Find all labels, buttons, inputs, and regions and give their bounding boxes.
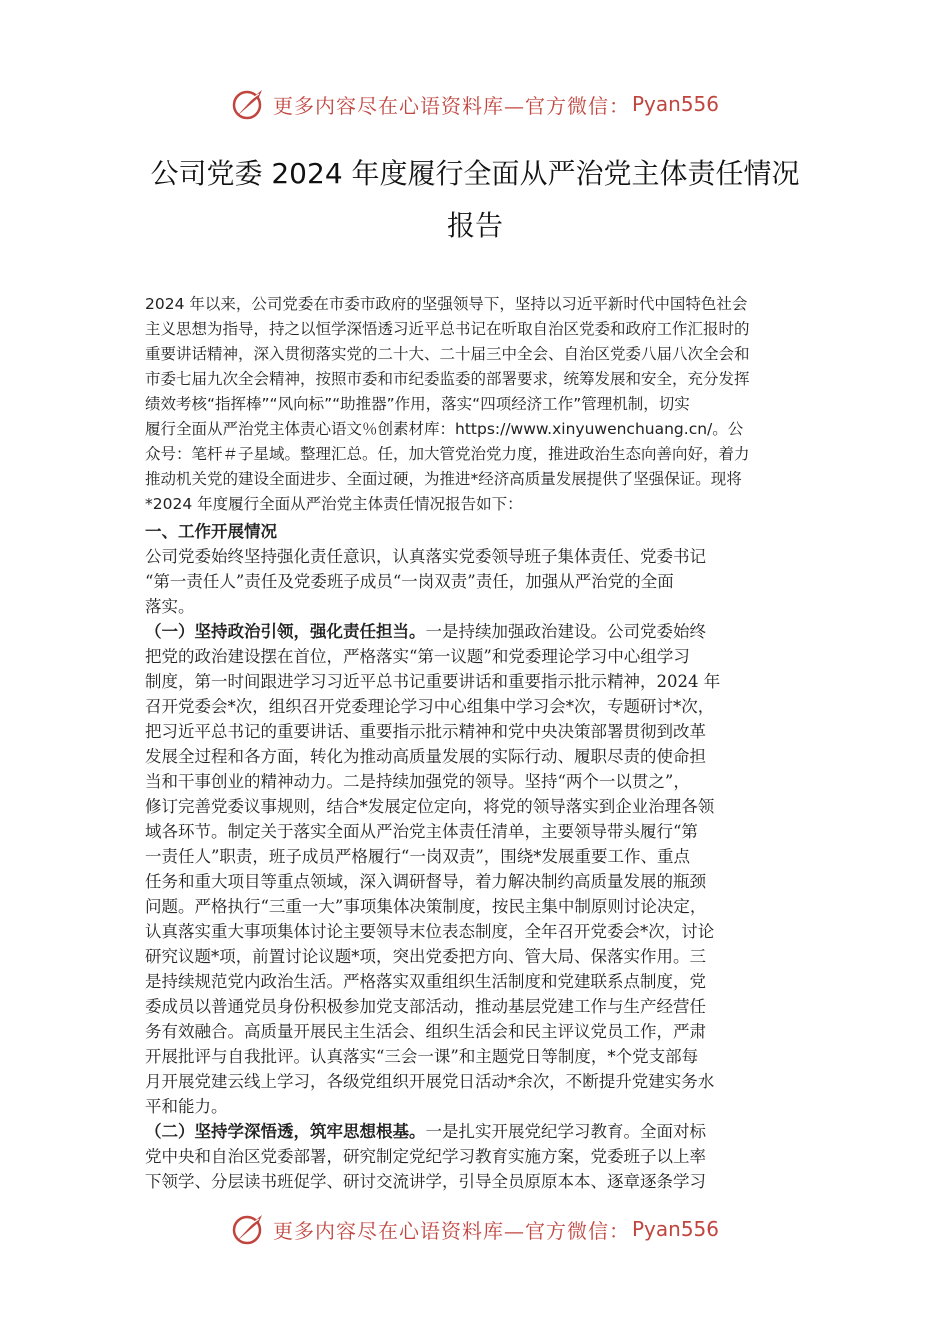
body-line: 把党的政治建设摆在首位，严格落实“第一议题”和党委理论学习中心组学习 bbox=[145, 647, 690, 666]
intro-line: 2024 年以来，公司党委在市委市政府的坚强领导下，坚持以习近平新时代中国特色社会 bbox=[145, 295, 748, 313]
body-line: 任务和重大项目等重点领域，深入调研督导，着力解决制约高质量发展的瓶颈 bbox=[145, 872, 706, 891]
subsection-1-paragraph bbox=[145, 619, 817, 1119]
document-title bbox=[120, 148, 830, 252]
body-line: 党中央和自治区党委部署，研究制定党纪学习教育实施方案，党委班子以上率 bbox=[145, 1147, 706, 1166]
intro-paragraph bbox=[145, 292, 815, 517]
watermark-wechat-id: Pyan556 bbox=[631, 92, 719, 116]
body-line: 当和干事创业的精神动力。二是持续加强党的领导。坚持“两个一以贯之”， bbox=[145, 772, 690, 791]
body-line: 研究议题*项，前置讨论议题*项，突出党委把方向、管大局、保落实作用。三 bbox=[145, 947, 706, 966]
body-line: 月开展党建云线上学习，各级党组织开展党日活动*余次，不断提升党建实务水 bbox=[145, 1072, 715, 1091]
body-line: 修订完善党委议事规则，结合*发展定位定向，将党的领导落实到企业治理各领 bbox=[145, 797, 715, 816]
body-line: 是持续规范党内政治生活。严格落实双重组织生活制度和党建联系点制度，党 bbox=[145, 972, 706, 991]
watermark-wechat-id: Pyan556 bbox=[631, 1217, 719, 1241]
body-line: 一责任人”职责，班子成员严格履行“一岗双责”，围绕*发展重要工作、重点 bbox=[145, 847, 691, 866]
body-line: 域各环节。制定关于落实全面从严治党主体责任清单，主要领导带头履行“第 bbox=[145, 822, 698, 841]
quill-logo-icon bbox=[231, 1211, 267, 1247]
body-line: 务有效融合。高质量开展民主生活会、组织生活会和民主评议党员工作，严肃 bbox=[145, 1022, 706, 1041]
intro-line: 市委七届九次全会精神，按照市委和市纪委监委的部署要求，统筹发展和安全，充分发挥 bbox=[145, 370, 750, 388]
body-line: 落实。 bbox=[145, 597, 195, 616]
body-line: 公司党委始终坚持强化责任意识，认真落实党委领导班子集体责任、党委书记 bbox=[145, 547, 706, 566]
watermark-text: 更多内容尽在心语资料库—官方微信： bbox=[272, 1218, 630, 1243]
watermark-text: 更多内容尽在心语资料库—官方微信： bbox=[272, 93, 630, 118]
subsection-2-paragraph bbox=[145, 1119, 817, 1194]
body-line: 召开党委会*次，组织召开党委理论学习中心组集中学习会*次，专题研讨*次， bbox=[145, 697, 715, 716]
intro-line: 履行全面从严治党主体责心语文％创素材库：https://www.xinyuwenchuang.cn/。公 bbox=[145, 420, 744, 438]
body-line: 把习近平总书记的重要讲话、重要指示批示精神和党中央决策部署贯彻到改革 bbox=[145, 722, 706, 741]
body-line: 开展批评与自我批评。认真落实“三会一课”和主题党日等制度，*个党支部每 bbox=[145, 1047, 699, 1066]
intro-line: 绩效考核“指挥棒”“风向标”“助推器”作用，落实“四项经济工作”管理机制，切实 bbox=[145, 395, 690, 413]
body-line: “第一责任人”责任及党委班子成员“一岗双责”责任，加强从严治党的全面 bbox=[145, 572, 674, 591]
body-text-run: 一是持续加强政治建设。公司党委始终 bbox=[425, 622, 706, 641]
body-line: 认真落实重大事项集体讨论主要领导末位表态制度，全年召开党委会*次，讨论 bbox=[145, 922, 715, 941]
body-line: 下领学、分层读书班促学、研讨交流讲学，引导全员原原本本、逐章逐条学习 bbox=[145, 1172, 706, 1191]
body-line: 制度，第一时间跟进学习习近平总书记重要讲话和重要指示批示精神，2024 年 bbox=[145, 672, 721, 691]
watermark-banner-bottom bbox=[0, 1207, 950, 1251]
body-line: 问题。严格执行“三重一大”事项集体决策制度，按民主集中制原则讨论决定， bbox=[145, 897, 707, 916]
body-line: 平和能力。 bbox=[145, 1097, 228, 1116]
intro-line: *2024 年度履行全面从严治党主体责任情况报告如下： bbox=[145, 495, 523, 513]
title-line-2: 报告 bbox=[446, 209, 503, 242]
watermark-banner-top bbox=[0, 82, 950, 126]
subsection-2-heading: （二）坚持学深悟透，筑牢思想根基。 bbox=[145, 1122, 426, 1141]
title-line-1: 公司党委 2024 年度履行全面从严治党主体责任情况 bbox=[150, 157, 800, 190]
subsection-1-heading: （一）坚持政治引领，强化责任担当。 bbox=[145, 622, 426, 641]
quill-logo-icon bbox=[231, 86, 267, 122]
intro-line: 推动机关党的建设全面进步、全面过硬，为推进*经济高质量发展提供了坚强保证。现将 bbox=[145, 470, 742, 488]
body-text-run: 一是扎实开展党纪学习教育。全面对标 bbox=[425, 1122, 706, 1141]
body-line bbox=[145, 619, 817, 644]
body-line bbox=[145, 1119, 817, 1144]
intro-line: 重要讲话精神，深入贯彻落实党的二十大、二十届三中全会、自治区党委八届八次全会和 bbox=[145, 345, 750, 363]
section-heading: 一、工作开展情况 bbox=[145, 522, 277, 541]
section-lead-paragraph bbox=[145, 544, 817, 619]
body-line: 委成员以普通党员身份积极参加党支部活动，推动基层党建工作与生产经营任 bbox=[145, 997, 706, 1016]
intro-line: 众号：笔杆＃子星域。整理汇总。任，加大管党治党力度，推进政治生态向善向好，着力 bbox=[145, 445, 750, 463]
body-line: 发展全过程和各方面，转化为推动高质量发展的实际行动、履职尽责的使命担 bbox=[145, 747, 706, 766]
intro-line: 主义思想为指导，持之以恒学深悟透习近平总书记在听取自治区党委和政府工作汇报时的 bbox=[145, 320, 750, 338]
